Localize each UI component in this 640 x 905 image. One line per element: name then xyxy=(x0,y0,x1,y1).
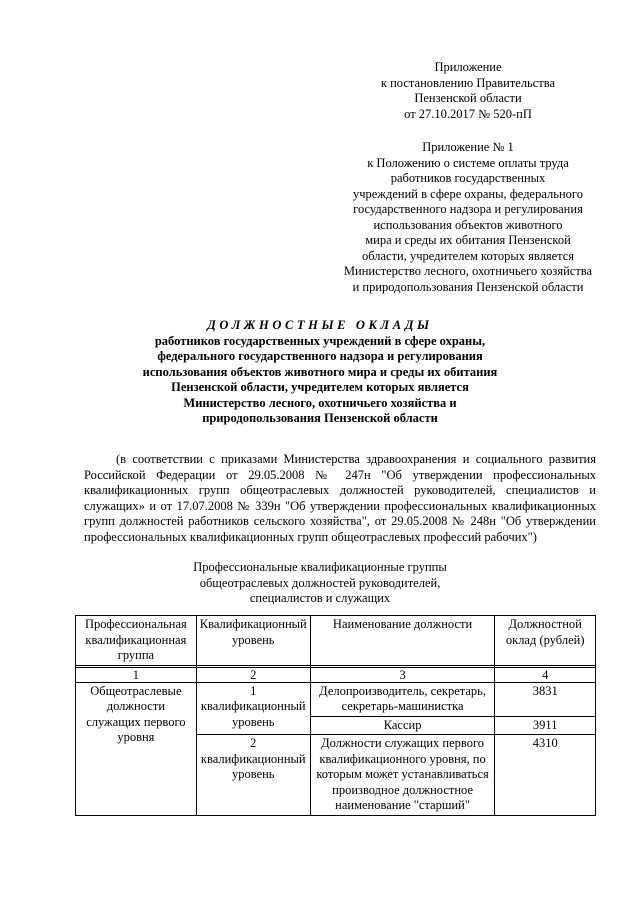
preamble-text: (в соответствии с приказами Министерства здравоохранения и социального развития Российской Федерации от 29.05.2008 № 247н "Об утверждении профессиональных квалификационных групп общеотраслевых должностей руководителей, специалистов и служащих» и от 17.07.2008 № 339н "Об утверждении профессиональных квалификационных групп должностей работников сельского хозяйства", от 29.05.2008 № 248н "Об утверждении профессиональных квалификационных групп общеотраслевых профессий рабочих") xyxy=(84,452,596,544)
group-cell: Общеотраслевые должности служащих первого уровня xyxy=(76,682,197,815)
appendix-line: Приложение xyxy=(434,60,502,74)
appendix-line: Пензенской области xyxy=(414,91,522,105)
appendix-line: работников государственных xyxy=(390,171,546,185)
title-line: Пензенской области, учредителем которых является xyxy=(171,380,469,394)
salary-cell: 3831 xyxy=(495,682,596,716)
title-line: работников государственных учреждений в сфере охраны, xyxy=(154,333,486,348)
appendix-line: Министерство лесного, охотничьего хозяйства xyxy=(343,264,593,278)
header-level: Квалификационный уровень xyxy=(196,616,310,666)
position-cell: Делопроизводитель, секретарь, секретарь-машинистка xyxy=(310,682,495,716)
header-position: Наименование должности xyxy=(310,616,495,666)
position-cell: Кассир xyxy=(310,716,495,735)
salary-table xyxy=(75,615,596,816)
appendix-line: учреждений в сфере охраны, федерального xyxy=(353,186,583,201)
subtitle-line: общеотраслевых должностей руководителей, xyxy=(199,575,441,590)
column-number-row xyxy=(76,667,596,682)
column-number: 3 xyxy=(310,667,495,682)
title-line: федерального государственного надзора и регулирования xyxy=(157,349,483,363)
subtitle-line: специалистов и служащих xyxy=(249,591,391,605)
level-cell: 2 квалификационный уровень xyxy=(196,735,310,816)
appendix-line: к постановлению Правительства xyxy=(380,75,556,90)
appendix-line: использования объектов животного xyxy=(373,217,563,232)
header-salary: Должностной оклад (рублей) xyxy=(495,616,596,666)
level-cell: 1 квалификационный уровень xyxy=(196,682,310,735)
appendix-line: от 27.10.2017 № 520-пП xyxy=(404,106,532,121)
appendix-resolution-block xyxy=(318,60,618,122)
appendix-line: и природопользования Пензенской области xyxy=(352,279,584,294)
appendix-line: Приложение № 1 xyxy=(422,140,514,154)
appendix-line: области, учредителем которых является xyxy=(361,248,575,263)
appendix-line: мира и среды их обитания Пензенской xyxy=(365,233,571,247)
column-number: 1 xyxy=(76,667,197,682)
subtitle-line: Профессиональные квалификационные группы xyxy=(193,560,447,574)
appendix-regulation-block xyxy=(318,140,618,295)
title-line: Министерство лесного, охотничьего хозяйства и xyxy=(183,395,457,410)
salary-cell: 4310 xyxy=(495,735,596,816)
column-number: 2 xyxy=(196,667,310,682)
preamble xyxy=(84,452,596,545)
appendix-line: государственного надзора и регулирования xyxy=(353,202,583,216)
section-subtitle xyxy=(180,560,460,607)
table-header-row xyxy=(76,616,596,666)
header-group: Профессиональная квалификационная группа xyxy=(76,616,197,666)
appendix-line: к Положению о системе оплаты труда xyxy=(367,155,569,170)
document-title xyxy=(60,318,580,427)
title-line: использования объектов животного мира и среды их обитания xyxy=(142,364,498,379)
salary-cell: 3911 xyxy=(495,716,596,735)
table-row xyxy=(76,682,596,716)
position-cell: Должности служащих первого квалификационного уровня, по которым может устанавливаться производное должностное наименование "старший" xyxy=(310,735,495,816)
column-number: 4 xyxy=(495,667,596,682)
title-heading: ДОЛЖНОСТНЫЕ ОКЛАДЫ xyxy=(207,318,433,332)
title-line: природопользования Пензенской области xyxy=(202,411,438,425)
